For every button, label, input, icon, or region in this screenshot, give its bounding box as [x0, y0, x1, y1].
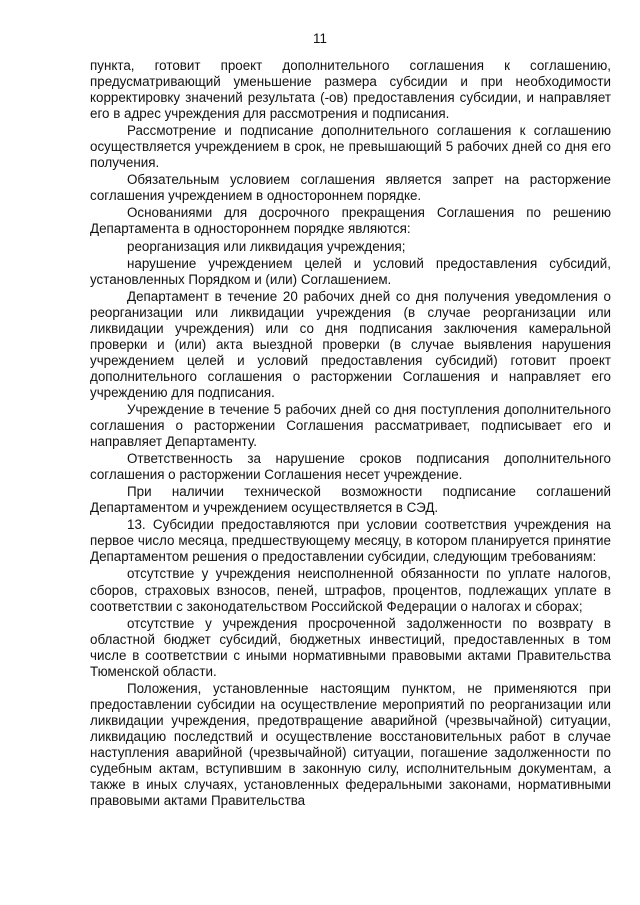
- paragraph: Департамент в течение 20 рабочих дней со дня получения уведомления о реорганизации или ликвидации учреждения (в случае реорганизации или ликвидации учреждения) или со дня подписания заключения камеральной проверки и (или) акта выездной проверки (в случае выявления нарушения учреждением целей и условий предоставления субсидий) готовит проект дополнительного соглашения о расторжении Соглашения и направляет его учреждению для подписания.: [90, 288, 611, 400]
- paragraph: пункта, готовит проект дополнительного соглашения к соглашению, предусматривающий уменьшение размера субсидии и при необходимости корректировку значений результата (-ов) предоставления субсидии, и направляет его в адрес учреждения для рассмотрения и подписания.: [90, 58, 611, 122]
- paragraph: отсутствие у учреждения неисполненной обязанности по уплате налогов, сборов, страховых взносов, пеней, штрафов, процентов, подлежащих уплате в соответствии с законодательством Российской Федерации о налогах и сборах;: [90, 566, 611, 614]
- paragraph: Учреждение в течение 5 рабочих дней со дня поступления дополнительного соглашения о расторжении Соглашения рассматривает, подписывает его и направляет Департаменту.: [90, 401, 611, 450]
- paragraph: нарушение учреждением целей и условий предоставления субсидий, установленных Порядком и (или) Соглашением.: [90, 255, 611, 287]
- paragraph: Рассмотрение и подписание дополнительного соглашения к соглашению осуществляется учреждением в срок, не превышающий 5 рабочих дней со дня его получения.: [90, 123, 611, 171]
- paragraph: 13. Субсидии предоставляются при условии соответствия учреждения на первое число месяца, предшествующему месяцу, в котором планируется принятие Департаментом решения о предоставлении субсидии, следующим требованиям:: [90, 517, 611, 565]
- paragraph: реорганизация или ликвидация учреждения;: [127, 238, 406, 254]
- page-number: 11: [313, 31, 327, 46]
- paragraph: Ответственность за нарушение сроков подписания дополнительного соглашения о расторжении Соглашения несет учреждение.: [90, 451, 611, 483]
- paragraph: Обязательным условием соглашения является запрет на расторжение соглашения учреждением в одностороннем порядке.: [90, 172, 611, 204]
- paragraph: Основаниями для досрочного прекращения Соглашения по решению Департамента в одностороннем порядке являются:: [90, 205, 611, 237]
- paragraph: Положения, установленные настоящим пунктом, не применяются при предоставлении субсидии на осуществление мероприятий по реорганизации или ликвидации учреждения, предотвращение аварийной (чрезвычайной) ситуации, ликвидацию последствий и осуществление восстановительных работ в случае наступления аварийной (чрезвычайной) ситуации, погашение задолженности по судебным актам, вступившим в законную силу, исполнительным документам, а также в иных случаях, установленных федеральными законами, нормативными правовыми актами Правительства: [90, 680, 611, 809]
- paragraph: отсутствие у учреждения просроченной задолженности по возврату в областной бюджет субсидий, бюджетных инвестиций, предоставленных в том числе в соответствии с иными нормативными правовыми актами Правительства Тюменской области.: [90, 615, 611, 679]
- paragraph: При наличии технической возможности подписание соглашений Департаментом и учреждением осуществляется в СЭД.: [90, 484, 611, 516]
- body-text: [90, 58, 611, 810]
